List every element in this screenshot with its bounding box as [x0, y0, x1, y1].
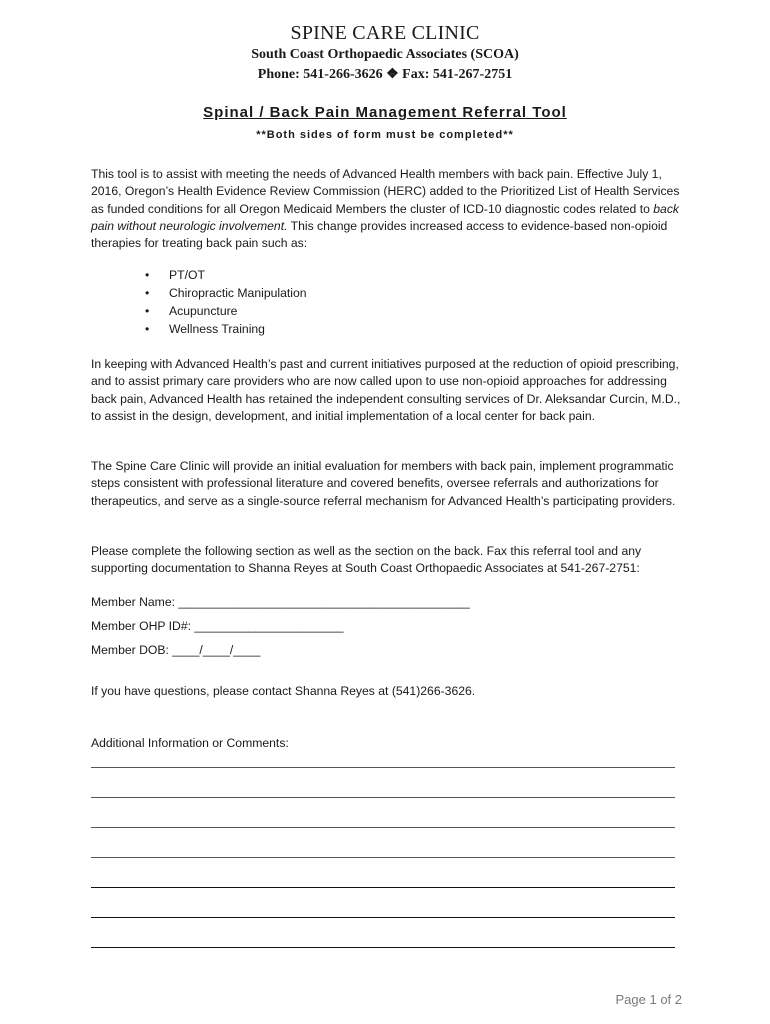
- comment-line[interactable]: [91, 767, 675, 768]
- page-number: Page 1 of 2: [615, 992, 682, 1007]
- comments-label: Additional Information or Comments:: [91, 736, 289, 750]
- therapy-list: [145, 266, 307, 338]
- comment-line[interactable]: [91, 887, 675, 888]
- list-item: [145, 266, 307, 284]
- intro-text-a: This tool is to assist with meeting the needs of Advanced Health members with back pain. Effective July 1, 2016, Oregon’s Health Evidence Review Commission (HERC) added to the Prioritized List of Health Services as funded conditions for all Oregon Medicaid Members the cluster of ICD-10 diagnostic codes related to: [91, 167, 680, 216]
- bullet-icon: •: [145, 304, 150, 318]
- intro-text-b: This change provides increased access to evidence-based non-opioid therapies for treating back pain such as:: [91, 218, 668, 251]
- keeping-paragraph: In keeping with Advanced Health’s past and current initiatives purposed at the reduction of opioid prescribing, and to assist primary care providers who are now called upon to use non-opioid approaches for addressing back pain, Advanced Health has retained the independent consulting services of Dr. Aleksandar Curcin, M.D., to assist in the design, development, and initial implementation of a local center for back pain.: [91, 357, 681, 423]
- therapy-label: Wellness Training: [169, 322, 265, 336]
- member-name-field[interactable]: Member Name: ___________________________________________: [91, 595, 470, 609]
- form-title: Spinal / Back Pain Management Referral Tool: [203, 104, 567, 121]
- clinic-name: SPINE CARE CLINIC: [290, 22, 480, 44]
- member-dob-field[interactable]: Member DOB: ____/____/____: [91, 643, 261, 657]
- list-item: [145, 320, 307, 338]
- comment-line[interactable]: [91, 947, 675, 948]
- form-note: **Both sides of form must be completed**: [256, 129, 514, 141]
- comment-line[interactable]: [91, 797, 675, 798]
- phone-fax-line: Phone: 541-266-3626 ❖ Fax: 541-267-2751: [257, 67, 513, 82]
- bullet-icon: •: [145, 286, 150, 300]
- bullet-icon: •: [145, 268, 150, 282]
- contact-line: If you have questions, please contact Shanna Reyes at (541)266-3626.: [91, 684, 476, 698]
- intro-paragraph: [91, 166, 681, 252]
- organization-name: South Coast Orthopaedic Associates (SCOA): [251, 47, 519, 62]
- instructions-paragraph: Please complete the following section as well as the section on the back. Fax this referral tool and any supporting documentation to Shanna Reyes at South Coast Orthopaedic Associates at 541-267-2751:: [91, 544, 642, 576]
- member-ohp-id-field[interactable]: Member OHP ID#: ______________________: [91, 619, 344, 633]
- therapy-label: PT/OT: [169, 268, 205, 282]
- therapy-label: Acupuncture: [169, 304, 238, 318]
- bullet-icon: •: [145, 322, 150, 336]
- therapy-label: Chiropractic Manipulation: [169, 286, 307, 300]
- list-item: [145, 302, 307, 320]
- comment-line[interactable]: [91, 857, 675, 858]
- intro-text-italic: back pain without neurologic involvement.: [91, 201, 680, 233]
- comment-line[interactable]: [91, 917, 675, 918]
- comment-line[interactable]: [91, 827, 675, 828]
- clinic-paragraph: The Spine Care Clinic will provide an initial evaluation for members with back pain, implement programmatic steps consistent with professional literature and covered benefits, oversee referrals and authorizations for therapeutics, and serve as a single-source referral mechanism for Advanced Health’s participating providers.: [91, 459, 676, 508]
- list-item: [145, 284, 307, 302]
